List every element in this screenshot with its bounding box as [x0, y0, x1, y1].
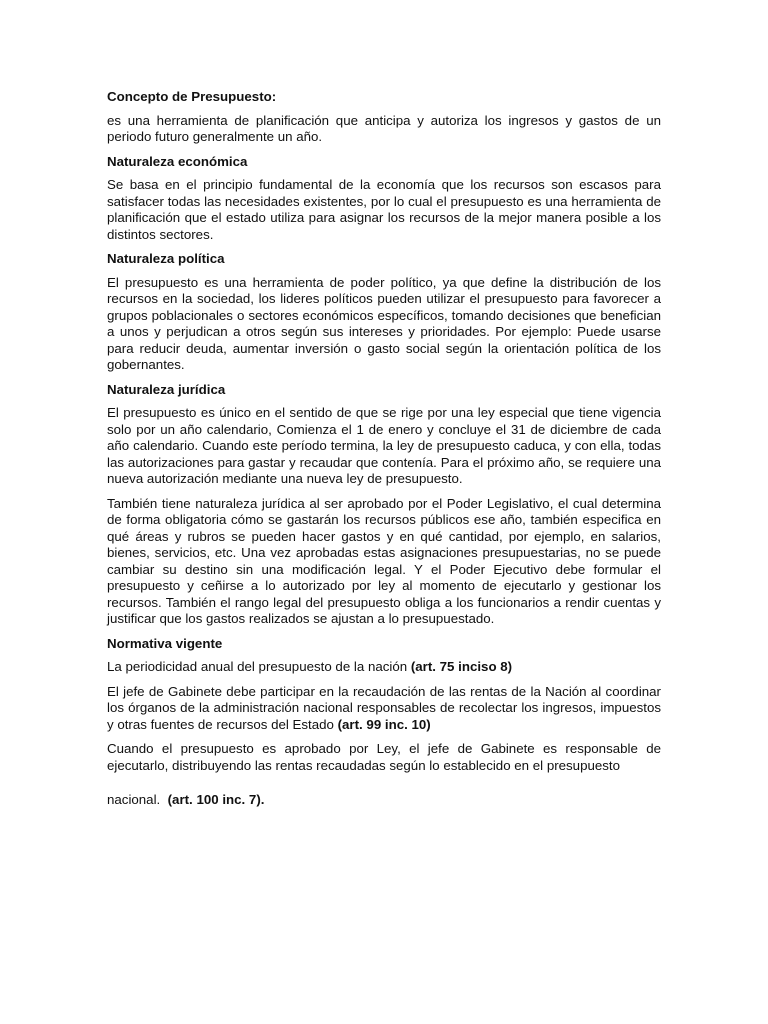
paragraph-periodicidad-text: La periodicidad anual del presupuesto de la nación: [107, 659, 411, 674]
paragraph-periodicidad: [107, 659, 661, 676]
paragraph-jefe-gabinete-recaudacion: [107, 684, 661, 734]
paragraph-jefe-gabinete-recaudacion-text: El jefe de Gabinete debe participar en la recaudación de las rentas de la Nación al coordinar los órganos de la administración nacional responsables de recolectar los ingresos, impuestos y otras fuentes de recursos del Estado: [107, 683, 661, 732]
heading-naturaleza-politica: Naturaleza política: [107, 251, 225, 266]
paragraph-tail-text: nacional.: [107, 792, 168, 807]
paragraph-naturaleza-economica: Se basa en el principio fundamental de la economía que los recursos son escasos para satisfacer todas las necesidades existentes, por lo cual el presupuesto es una herramienta de planificación que el estado utiliza para asignar los recursos de la mejor manera posible a los distintos sectores.: [107, 177, 661, 242]
heading-concepto: Concepto de Presupuesto:: [107, 89, 277, 104]
paragraph-naturaleza-politica: El presupuesto es una herramienta de poder político, ya que define la distribución de los recursos en la sociedad, los lideres políticos pueden utilizar el presupuesto para favorecer a grupos poblacionales o sectores económicos específicos, tomando decisiones que benefician a unos y perjudican a otros según sus intereses y prioridades. Por ejemplo: Puede usarse para reducir deuda, aumentar inversión o gasto social según la orientación política de los gobernantes.: [107, 274, 661, 372]
paragraph-jefe-gabinete-ejecucion: Cuando el presupuesto es aprobado por Ley, el jefe de Gabinete es responsable de ejecutarlo, distribuyendo las rentas recaudadas según lo establecido en el presupuesto: [107, 741, 661, 773]
document-page: [107, 89, 661, 817]
paragraph-jefe-gabinete-ejecucion-tail: [107, 792, 661, 809]
heading-normativa-vigente: Normativa vigente: [107, 635, 223, 651]
reference-art-99: (art. 99 inc. 10): [337, 716, 431, 732]
paragraph-concepto: es una herramienta de planificación que anticipa y autoriza los ingresos y gastos de un periodo futuro generalmente un año.: [107, 112, 661, 144]
heading-naturaleza-juridica: Naturaleza jurídica: [107, 381, 226, 397]
reference-art-100: (art. 100 inc. 7).: [167, 792, 265, 807]
paragraph-naturaleza-juridica-2: También tiene naturaleza jurídica al ser aprobado por el Poder Legislativo, el cual determina de forma obligatoria cómo se gastarán los recursos públicos ese año, también especifica en qué áreas y rubros se pueden hacer gastos y en qué cantidad, por ejemplo, en salarios, bienes, servicios, etc. Una vez aprobadas estas asignaciones presupuestarias, no se puede cambiar su destino sin una modificación legal. Y el Poder Ejecutivo debe formular el presupuesto y ceñirse a lo autorizado por ley al momento de ejecutarlo y gestionar los recursos. También el rango legal del presupuesto obliga a los funcionarios a rendir cuentas y justificar que los gastos realizados se ajustan a lo presupuestado.: [107, 495, 661, 626]
paragraph-naturaleza-juridica-1: El presupuesto es único en el sentido de que se rige por una ley especial que tiene vigencia solo por un año calendario, Comienza el 1 de enero y concluye el 31 de diciembre de cada año calendario. Cuando este período termina, la ley de presupuesto caduca, y con ella, todas las autorizaciones para gastar y recaudar que contenía. Para el próximo año, se requiere una nueva autorización mediante una nueva ley de presupuesto.: [107, 405, 661, 486]
heading-naturaleza-economica: Naturaleza económica: [107, 153, 248, 169]
reference-art-75: (art. 75 inciso 8): [410, 659, 513, 674]
